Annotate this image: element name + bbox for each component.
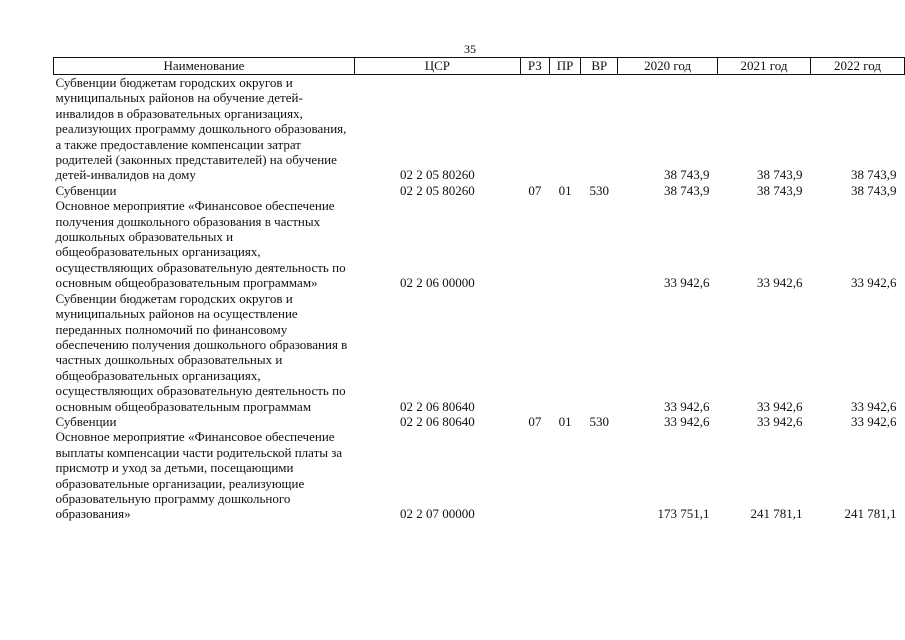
row-name: Субвенции бюджетам городских округов и муниципальных районов на обучение детей-инвалидов в образовательных организациях, реализующих программу дошкольного образования, а также предоставление компенсации затрат родителей (законных представителей) на обучение детей-инвалидов на дому xyxy=(55,75,347,183)
row-vr xyxy=(581,198,618,290)
row-csr: 02 2 06 80640 xyxy=(399,398,475,414)
row-pr xyxy=(549,291,580,414)
header-name: Наименование xyxy=(54,58,355,75)
header-rz: РЗ xyxy=(520,58,549,75)
table-header-row xyxy=(54,58,905,75)
row-2021: 33 942,6 xyxy=(756,398,803,414)
header-vr: ВР xyxy=(581,58,618,75)
row-pr: 01 xyxy=(558,413,572,429)
row-2020: 33 942,6 xyxy=(663,413,710,429)
row-2022: 241 781,1 xyxy=(844,506,897,522)
row-vr: 530 xyxy=(589,182,610,198)
row-rz xyxy=(520,198,549,290)
row-vr xyxy=(581,291,618,414)
row-2022: 33 942,6 xyxy=(851,398,897,414)
header-2020: 2020 год xyxy=(618,58,718,75)
row-csr: 02 2 07 00000 xyxy=(399,506,475,522)
header-2022: 2022 год xyxy=(810,58,904,75)
row-rz: 07 xyxy=(528,413,542,429)
row-2021: 38 743,9 xyxy=(756,182,803,198)
row-rz xyxy=(520,291,549,414)
row-2022: 38 743,9 xyxy=(851,182,897,198)
row-2022: 33 942,6 xyxy=(851,413,897,429)
row-rz xyxy=(520,75,549,183)
table-row xyxy=(54,198,905,290)
row-2021: 38 743,9 xyxy=(756,167,803,183)
row-pr xyxy=(549,198,580,290)
header-csr: ЦСР xyxy=(354,58,520,75)
row-pr xyxy=(549,75,580,183)
row-csr: 02 2 06 80640 xyxy=(399,413,475,429)
table-row xyxy=(54,183,905,198)
row-name: Субвенции xyxy=(55,413,117,429)
row-pr: 01 xyxy=(558,182,572,198)
row-2021: 33 942,6 xyxy=(756,275,803,291)
row-name: Основное мероприятие «Финансовое обеспечение выплаты компенсации части родительской платы за присмотр и уход за детьми, посещающими образовательные организации, реализующие образовательную программу дошкольного образования» xyxy=(55,429,343,522)
row-csr: 02 2 05 80260 xyxy=(399,167,475,183)
row-2021: 241 781,1 xyxy=(750,506,803,522)
header-2021: 2021 год xyxy=(717,58,810,75)
row-rz xyxy=(520,429,549,521)
table-row xyxy=(54,429,905,521)
page-number: 35 xyxy=(464,42,476,56)
row-pr xyxy=(549,429,580,521)
table-row xyxy=(54,414,905,429)
row-2022: 38 743,9 xyxy=(851,167,897,183)
row-2020: 33 942,6 xyxy=(663,275,710,291)
row-rz: 07 xyxy=(528,182,542,198)
table-row xyxy=(54,75,905,183)
row-name: Субвенции xyxy=(55,182,117,198)
row-2020: 38 743,9 xyxy=(663,167,710,183)
row-2020: 173 751,1 xyxy=(657,506,710,522)
row-name: Субвенции бюджетам городских округов и муниципальных районов на осуществление переданных полномочий по финансовому обеспечению получения дошкольного образования в частных дошкольных образовательных и общеобразовательных организациях, осуществляющих образовательную деятельность по основным общеобразовательным программам xyxy=(55,290,348,414)
row-2021: 33 942,6 xyxy=(756,413,803,429)
budget-table xyxy=(53,57,905,522)
row-2020: 33 942,6 xyxy=(663,398,710,414)
table-row xyxy=(54,291,905,414)
row-csr: 02 2 05 80260 xyxy=(399,182,475,198)
row-2022: 33 942,6 xyxy=(851,275,897,291)
row-2020: 38 743,9 xyxy=(663,182,710,198)
row-name: Основное мероприятие «Финансовое обеспечение получения дошкольного образования в частных дошкольных образовательных и общеобразовательных организациях, осуществляющих образовательную деятельность по основным общеобразовательным программам» xyxy=(55,198,346,291)
row-vr xyxy=(581,75,618,183)
row-csr: 02 2 06 00000 xyxy=(399,275,475,291)
row-vr xyxy=(581,429,618,521)
header-pr: ПР xyxy=(549,58,580,75)
row-vr: 530 xyxy=(589,413,610,429)
